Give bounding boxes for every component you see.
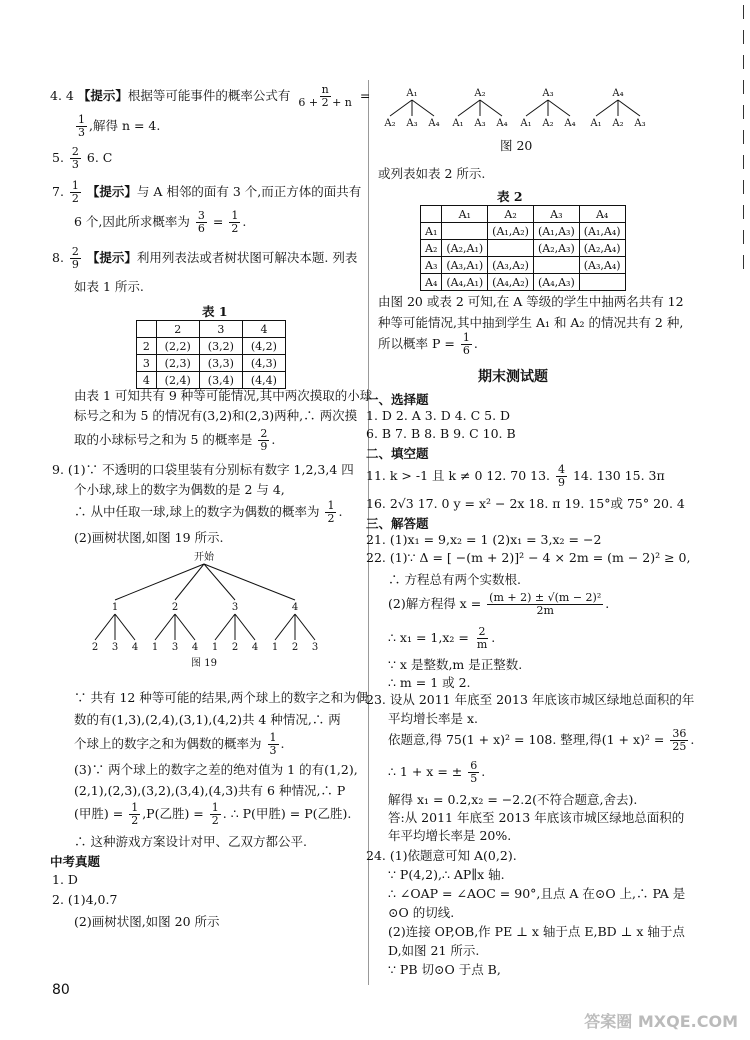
fig19-caption: 图 19: [191, 658, 217, 669]
text-line: 个球上的数字之和为偶数的概率为 $\frac{1}{3}$ .: [74, 731, 285, 758]
answer-7: 7. $\frac{1}{2}$ 【提示】与 A 相邻的面有 3 个,而正方体的面共有: [52, 179, 362, 206]
tree-edge: [95, 614, 115, 640]
text-line: 16. 2√3 17. 0 y = x² − 2x 18. π 19. 15°或 75° 20. 4: [366, 496, 685, 511]
table1-title: 表 1: [202, 304, 228, 319]
text-line: (甲胜) = $\frac{1}{2}$ ,P(乙胜) = $\frac{1}{2}$ . ∴ P(甲胜) = P(乙胜).: [74, 801, 352, 828]
table-row: [137, 355, 286, 372]
table-cell: (A₂,A₁): [442, 240, 488, 257]
text-line: 个小球,球上的数字为偶数的是 2 与 4,: [74, 482, 285, 497]
fig20-leaf: A₁: [520, 118, 532, 129]
fig19-leaf: 4: [251, 642, 259, 653]
table-cell: (4,3): [242, 355, 285, 372]
fig19-leaf: 2: [231, 642, 239, 653]
final-test-title: 期末测试题: [478, 369, 548, 385]
fig20-caption: 图 20: [500, 138, 533, 153]
text-line: (2)连接 OP,OB,作 PE ⊥ x 轴于点 E,BD ⊥ x 轴于点: [388, 924, 685, 939]
table-cell: A₄: [579, 206, 625, 223]
table-row: [421, 274, 626, 291]
fig19-root: 开始: [194, 552, 214, 563]
text-line: 或列表如表 2 所示.: [378, 166, 486, 181]
section-title: 三、解答题: [366, 516, 429, 531]
margin-mark: [743, 30, 744, 44]
fig19-leaf: 1: [271, 642, 279, 653]
answer-4-cont: $\frac{1}{3}$ ,解得 n = 4.: [78, 113, 161, 140]
text-line: 所以概率 P = $\frac{1}{6}$ .: [378, 331, 478, 358]
table2-title: 表 2: [497, 189, 523, 204]
figure-19-tree: [80, 548, 330, 668]
tree-edge: [295, 614, 315, 640]
text-line: ∴ 从中任取一球,球上的数字为偶数的概率为 $\frac{1}{2}$ .: [74, 499, 343, 526]
text-line: (3)∵ 两个球上的数字之差的绝对值为 1 的有(1,2),: [74, 762, 358, 777]
page-number: 80: [52, 982, 70, 998]
fig20-leaf: A₄: [564, 118, 576, 129]
fig19-leaf: 4: [131, 642, 139, 653]
text-line: (2)画树状图,如图 20 所示: [74, 914, 220, 929]
tree-edge: [115, 564, 204, 600]
text-line: ∴ 方程总有两个实数根.: [388, 572, 521, 587]
table-cell: (A₂,A₄): [579, 240, 625, 257]
fig20-leaf: A₁: [452, 118, 464, 129]
text-line: (2)画树状图,如图 19 所示.: [74, 530, 224, 545]
table-cell: A₃: [421, 257, 442, 274]
tree-edge: [175, 614, 195, 640]
table-cell: (A₃,A₂): [488, 257, 534, 274]
table-cell: 4: [137, 372, 157, 389]
fig19-leaf: 3: [171, 642, 179, 653]
fig20-leaf: A₂: [612, 118, 624, 129]
text-line: 由图 20 或表 2 可知,在 A 等级的学生中抽两名共有 12: [378, 294, 684, 309]
text-line: 11. k > -1 且 k ≠ 0 12. 70 13. $\frac{4}{9}$ 14. 130 15. 3π: [366, 463, 665, 490]
table-cell: 2: [137, 338, 157, 355]
tree-edge: [390, 100, 412, 116]
fig20-root: A₄: [612, 88, 624, 99]
text-line: D,如图 21 所示.: [388, 943, 480, 958]
text-line: ∴ x₁ = 1,x₂ = $\frac{2}{m}$ .: [388, 625, 496, 652]
answer-8: 8. $\frac{2}{9}$ 【提示】利用列表法或者树状图可解决本题. 列表: [52, 245, 358, 272]
fig19-leaf: 1: [211, 642, 219, 653]
text-line: 平均增长率是 x.: [388, 711, 478, 726]
table-row: [421, 240, 626, 257]
table-cell: (3,2): [199, 338, 242, 355]
table-cell: A₃: [533, 206, 579, 223]
section-title: 一、选择题: [366, 392, 429, 407]
fig20-leaf: A₃: [474, 118, 486, 129]
text-line: ∴ m = 1 或 2.: [388, 675, 471, 690]
text-line: 24. (1)依题意可知 A(0,2).: [366, 848, 517, 863]
text-line: 取的小球标号之和为 5 的概率是 $\frac{2}{9}$ .: [74, 427, 276, 454]
margin-mark: [743, 130, 744, 144]
fig20-leaf: A₃: [634, 118, 646, 129]
table-cell: A₁: [421, 223, 442, 240]
text-line: 2. (1)4,0.7: [52, 892, 118, 907]
text-line: ∴ ∠OAP = ∠AOC = 90°,且点 A 在⊙O 上,∴ PA 是: [388, 886, 686, 901]
tree-edge: [115, 614, 135, 640]
text-line: ∵ PB 切⊙O 于点 B,: [388, 962, 501, 977]
fig20-root: A₃: [542, 88, 554, 99]
table-cell: (4,2): [242, 338, 285, 355]
margin-mark: [743, 5, 744, 19]
fig19-node: 2: [171, 602, 179, 613]
table-cell: A₂: [421, 240, 442, 257]
tree-edge: [596, 100, 618, 116]
text-line: 1. D 2. A 3. D 4. C 5. D: [366, 408, 511, 423]
table-cell: A₂: [488, 206, 534, 223]
table-cell: (A₄,A₁): [442, 274, 488, 291]
answer-5-6: 5. $\frac{2}{3}$ 6. C: [52, 145, 113, 172]
text-line: ∵ 共有 12 种等可能的结果,两个球上的数字之和为偶: [74, 690, 369, 705]
table-cell: (A₃,A₁): [442, 257, 488, 274]
text-line: ∵ P(4,2),∴ AP∥x 轴.: [388, 867, 505, 882]
fig20-leaf: A₃: [406, 118, 418, 129]
table-cell: (2,4): [156, 372, 199, 389]
table-cell: (A₃,A₄): [579, 257, 625, 274]
tree-edge: [618, 100, 640, 116]
margin-mark: [743, 105, 744, 119]
tree-edge: [412, 100, 434, 116]
fig19-leaf: 4: [191, 642, 199, 653]
table-cell: 4: [242, 321, 285, 338]
margin-mark: [743, 80, 744, 94]
tree-edge: [155, 614, 175, 640]
table-cell: (2,2): [156, 338, 199, 355]
fig19-leaf: 2: [291, 642, 299, 653]
text-line: 23. 设从 2011 年底至 2013 年底该市城区绿地总面积的年: [366, 692, 695, 707]
fig20-root: A₁: [406, 88, 418, 99]
table-row: [137, 338, 286, 355]
table-row: [421, 206, 626, 223]
margin-mark: [743, 205, 744, 219]
fig20-root: A₂: [474, 88, 486, 99]
fig20-leaf: A₄: [496, 118, 508, 129]
margin-mark: [743, 180, 744, 194]
fig20-leaf: A₂: [542, 118, 554, 129]
section-title: 二、填空题: [366, 446, 429, 461]
text-line: 种等可能情况,其中抽到学生 A₁ 和 A₂ 的情况共有 2 种,: [378, 315, 684, 330]
table-cell: (A₁,A₂): [488, 223, 534, 240]
margin-mark: [743, 55, 744, 69]
table-row: [421, 257, 626, 274]
tree-edge: [480, 100, 502, 116]
text-line: 依题意,得 75(1 + x)² = 108. 整理,得(1 + x)² = $\frac{36}{25}$ .: [388, 727, 695, 754]
table-1: [136, 320, 286, 389]
fig19-node: 4: [291, 602, 299, 613]
table-cell: A₁: [442, 206, 488, 223]
fig20-leaf: A₂: [384, 118, 396, 129]
tree-edge: [215, 614, 235, 640]
tree-edge: [204, 564, 295, 600]
fig20-leaf: A₄: [428, 118, 440, 129]
answer-7-cont: 6 个,因此所求概率为 $\frac{3}{6}$ = $\frac{1}{2}$ .: [74, 209, 247, 236]
text-line: 数的有(1,3),(2,4),(3,1),(4,2)共 4 种情况,∴ 两: [74, 712, 341, 727]
fig19-leaf: 3: [111, 642, 119, 653]
table-cell: 2: [156, 321, 199, 338]
tree-edge: [275, 614, 295, 640]
text-line: 年平均增长率是 20%.: [388, 828, 512, 843]
margin-mark: [743, 155, 744, 169]
table-cell: 3: [137, 355, 157, 372]
text-line: 21. (1)x₁ = 9,x₂ = 1 (2)x₁ = 3,x₂ = −2: [366, 532, 602, 547]
answer-4: 4. 4 【提示】根据等可能事件的概率公式有 $\frac{n}{6 + 2 + n}$ =: [50, 83, 371, 110]
table-cell: [579, 274, 625, 291]
table-cell: 3: [199, 321, 242, 338]
table-row: [421, 223, 626, 240]
text-line: 6. B 7. B 8. B 9. C 10. B: [366, 426, 516, 441]
table-cell: [442, 223, 488, 240]
table-cell: A₄: [421, 274, 442, 291]
table-row: [137, 321, 286, 338]
table-cell: (A₄,A₂): [488, 274, 534, 291]
table-cell: [533, 257, 579, 274]
tree-edge: [548, 100, 570, 116]
answer-8-cont: 如表 1 所示.: [74, 279, 144, 294]
tree-edge: [204, 564, 235, 600]
margin-mark: [743, 230, 744, 244]
fig19-node: 1: [111, 602, 119, 613]
fig20-leaf: A₁: [590, 118, 602, 129]
table-2: [420, 205, 626, 291]
text-line: ∵ x 是整数,m 是正整数.: [388, 657, 523, 672]
tree-edge: [458, 100, 480, 116]
fig19-leaf: 2: [91, 642, 99, 653]
table-cell: (3,4): [199, 372, 242, 389]
fig19-leaf: 1: [151, 642, 159, 653]
table-cell: [488, 240, 534, 257]
text-line: 解得 x₁ = 0.2,x₂ = −2.2(不符合题意,舍去).: [388, 792, 638, 807]
text-line: (2)解方程得 x = $\frac{\text{(m + 2) ± √(m − 2)²}}{2m}$ .: [388, 591, 610, 618]
table-cell: [421, 206, 442, 223]
table-cell: (A₁,A₄): [579, 223, 625, 240]
answer-9: 9. (1)∵ 不透明的口袋里装有分别标有数字 1,2,3,4 四: [52, 462, 354, 477]
table-cell: (3,3): [199, 355, 242, 372]
fig19-node: 3: [231, 602, 239, 613]
text-line: 22. (1)∵ Δ = [ −(m + 2)]² − 4 × 2m = (m − 2)² ≥ 0,: [366, 550, 691, 565]
text-line: 标号之和为 5 的情况有(3,2)和(2,3)两种,∴ 两次摸: [74, 408, 358, 423]
text-line: (2,1),(2,3),(3,2),(3,4),(4,3)共有 6 种情况,∴ P: [74, 783, 346, 798]
tree-edge: [235, 614, 255, 640]
watermark: 答案圈 MXQE.COM: [584, 1012, 738, 1031]
tree-edge: [526, 100, 548, 116]
table-cell: (A₄,A₃): [533, 274, 579, 291]
text-line: 由表 1 可知共有 9 种等可能情况,其中两次摸取的小球: [74, 388, 373, 403]
text-line: 答:从 2011 年底至 2013 年底该市城区绿地总面积的: [388, 810, 685, 825]
fig19-leaf: 3: [311, 642, 319, 653]
table-cell: (A₂,A₃): [533, 240, 579, 257]
margin-mark: [743, 255, 744, 269]
text-line: ⊙O 的切线.: [388, 905, 455, 920]
text-line: ∴ 1 + x = ± $\frac{6}{5}$ .: [388, 759, 486, 786]
table-cell: (2,3): [156, 355, 199, 372]
text-line: 1. D: [52, 872, 78, 887]
table-cell: [137, 321, 157, 338]
table-cell: (4,4): [242, 372, 285, 389]
section-title-zhongkao: 中考真题: [50, 854, 101, 869]
text-line: ∴ 这种游戏方案设计对甲、乙双方都公平.: [74, 834, 307, 849]
table-cell: (A₁,A₃): [533, 223, 579, 240]
